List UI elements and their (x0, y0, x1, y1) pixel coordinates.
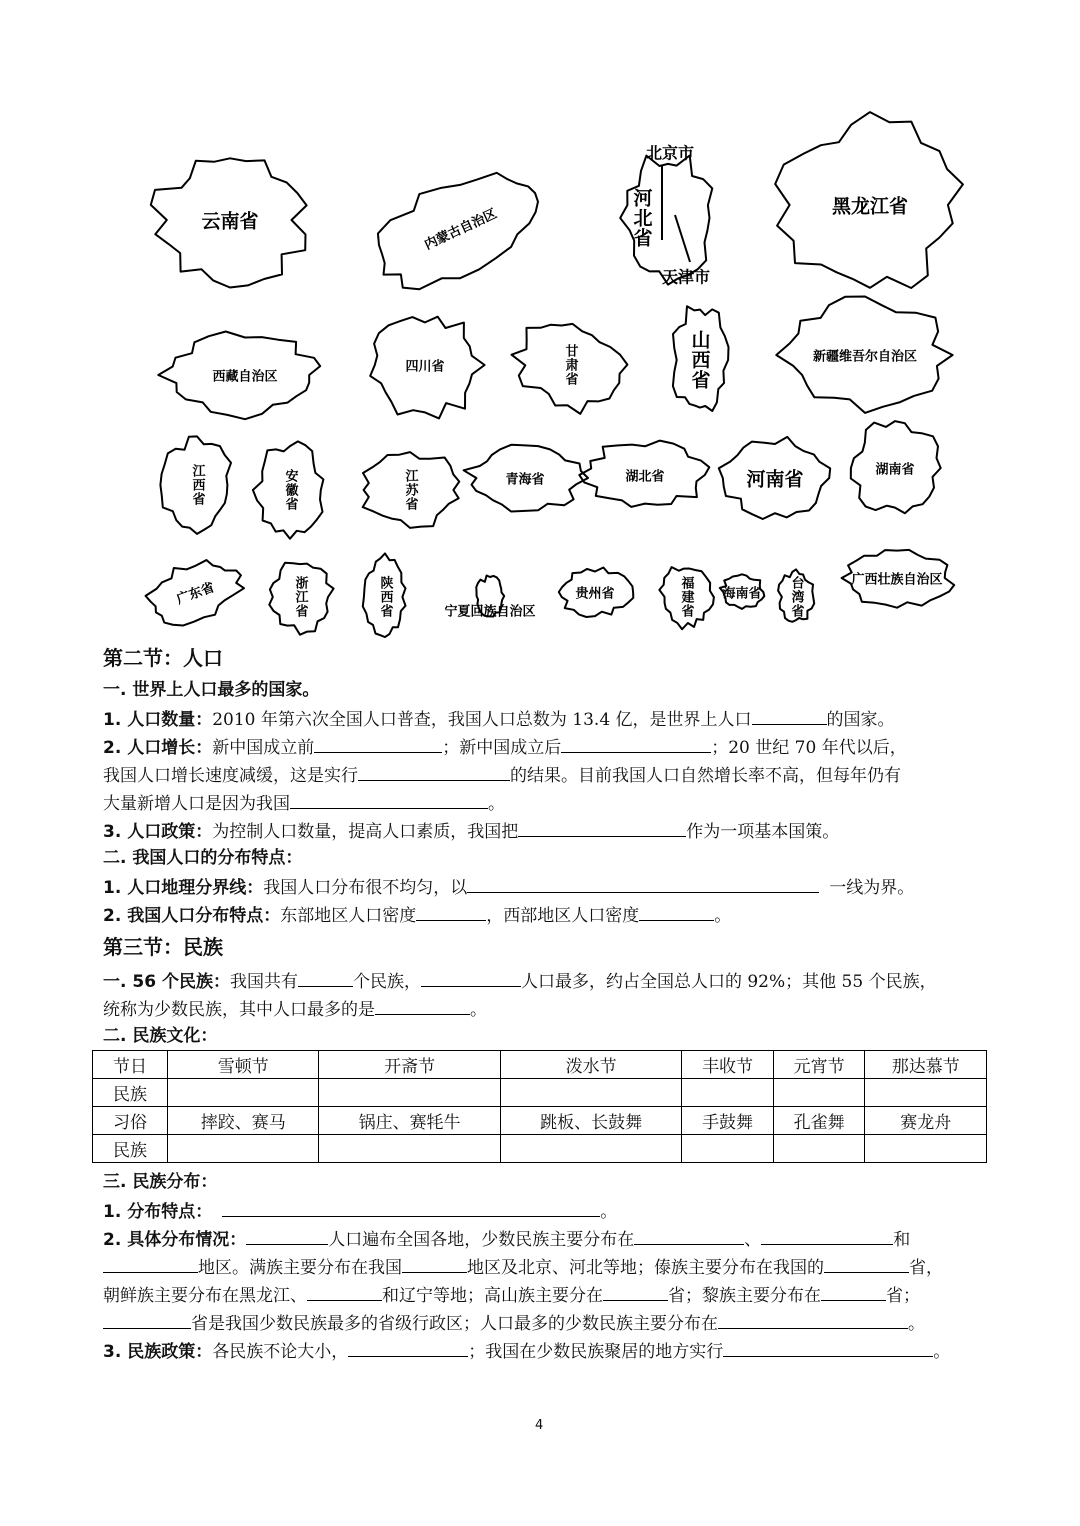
text: 2010 年第六次全国人口普查，我国人口总数为 13.4 亿，是世界上人口 (212, 710, 752, 730)
province-label: 黑龙江省 (831, 195, 909, 218)
text: ；我国在少数民族聚居的地方实行 (468, 1342, 724, 1362)
blank[interactable] (416, 902, 486, 921)
ethnic-culture-table (92, 1050, 987, 1163)
text: 省是我国少数民族最多的省级行政区；人口最多的少数民族主要分布在 (191, 1314, 718, 1334)
text: 大量新增人口是因为我国 (103, 794, 290, 814)
province-label: 福建省 (678, 576, 694, 618)
province-label: 青海省 (505, 472, 545, 488)
question-line (103, 1198, 617, 1224)
question-line (103, 1254, 943, 1280)
section-title: 第二节：人口 (103, 646, 223, 670)
province-label: 新疆维吾尔自治区 (812, 349, 918, 365)
text: ；新中国成立后 (442, 738, 562, 758)
pointer-arrow (675, 215, 690, 262)
province-label: 台湾省 (788, 576, 804, 618)
text: 。 (908, 1314, 925, 1334)
text: 新中国成立前 (212, 738, 315, 758)
province-label: 西藏自治区 (212, 369, 278, 385)
blank[interactable] (298, 968, 353, 987)
text: 人口最多，约占全国总人口的 92%；其他 55 个民族， (520, 972, 937, 992)
table-row (93, 1107, 987, 1135)
blank[interactable] (761, 1226, 893, 1245)
table-cell: 跳板、长鼓舞 (500, 1107, 681, 1135)
province-label: 江西省 (189, 464, 205, 506)
blank[interactable] (103, 1254, 198, 1273)
blank[interactable] (467, 874, 819, 893)
blank[interactable] (561, 734, 711, 753)
text: 地区及北京、河北等地；傣族主要分布在我国的 (467, 1258, 824, 1278)
table-cell[interactable] (319, 1079, 500, 1107)
text: ，西部地区人口密度 (486, 906, 640, 926)
table-cell[interactable] (773, 1135, 865, 1163)
province-label: 内蒙古自治区 (422, 206, 500, 254)
province-label: 云南省 (201, 210, 259, 233)
province-label: 宁夏回族自治区 (444, 604, 536, 620)
table-cell[interactable] (168, 1079, 319, 1107)
blank[interactable] (348, 1338, 468, 1357)
page-number: 4 (535, 1418, 544, 1433)
text: 统称为少数民族，其中人口最多的是 (103, 1000, 375, 1020)
province-label: 广西壮族自治区 (851, 572, 943, 588)
table-cell: 雪顿节 (168, 1051, 319, 1079)
text: 。 (488, 794, 505, 814)
city-label: 天津市 (661, 267, 711, 287)
question-line (103, 762, 901, 788)
blank[interactable] (290, 790, 488, 809)
question-line (103, 706, 895, 732)
text: 个民族， (352, 972, 421, 992)
text: 和辽宁等地；高山族主要分在 (382, 1286, 603, 1306)
text: 我国人口增长速度减缓，这是实行 (103, 766, 358, 786)
subheading: 二. 民族文化： (103, 1026, 218, 1046)
question-line (103, 790, 505, 816)
province-label: 海南省 (722, 586, 762, 602)
label: 1. 人口地理分界线： (103, 878, 264, 898)
province-label: 山西省 (688, 330, 711, 390)
province-label: 湖北省 (625, 469, 665, 485)
province-label: 河北省 (630, 188, 653, 248)
blank[interactable] (603, 1282, 668, 1301)
question-line (103, 1282, 920, 1308)
table-cell[interactable] (168, 1135, 319, 1163)
text: 作为一项基本国策。 (686, 822, 840, 842)
text: 人口遍布全国各地，少数民族主要分布在 (328, 1230, 635, 1250)
text: 的结果。目前我国人口自然增长率不高，但每年仍有 (510, 766, 901, 786)
question-line (103, 996, 487, 1022)
question-line (103, 1226, 910, 1252)
text: 东部地区人口密度 (280, 906, 417, 926)
text: 的国家。 (826, 710, 895, 730)
blank[interactable] (639, 902, 714, 921)
province-label: 安徽省 (282, 469, 298, 511)
blank[interactable] (824, 1254, 909, 1273)
row-header-cell: 民族 (93, 1079, 168, 1107)
question-line (103, 902, 731, 928)
blank[interactable] (307, 1282, 382, 1301)
text: 我国人口分布很不均匀，以 (263, 878, 468, 898)
province-label: 贵州省 (575, 586, 615, 602)
question-line (103, 874, 914, 900)
row-header-cell: 习俗 (93, 1107, 168, 1135)
table-row (93, 1135, 987, 1163)
row-header-cell: 民族 (93, 1135, 168, 1163)
text: 。 (714, 906, 732, 926)
blank[interactable] (375, 996, 470, 1015)
province-label: 陕西省 (377, 576, 393, 618)
province-outline-maps (0, 0, 1080, 640)
blank[interactable] (634, 1226, 744, 1245)
label: 3. 人口政策： (103, 822, 213, 842)
table-row (93, 1079, 987, 1107)
label: 2. 具体分布情况： (103, 1230, 247, 1250)
table-cell: 丰收节 (682, 1051, 774, 1079)
question-line (103, 1338, 950, 1364)
text: 省；黎族主要分布在 (668, 1286, 821, 1306)
text: 和 (893, 1230, 911, 1250)
table-cell[interactable] (865, 1135, 987, 1163)
text: 朝鲜族主要分布在黑龙江、 (103, 1286, 307, 1306)
table-cell[interactable] (682, 1135, 774, 1163)
label: 2. 人口增长： (103, 738, 213, 758)
text: 。 (470, 1000, 487, 1020)
text: 省； (886, 1286, 920, 1306)
table-cell: 手鼓舞 (682, 1107, 774, 1135)
label: 2. 我国人口分布特点： (103, 906, 281, 926)
text: 为控制人口数量，提高人口素质，我国把 (212, 822, 519, 842)
table-cell: 那达慕节 (865, 1051, 987, 1079)
label: 一. 56 个民族： (103, 972, 230, 992)
table-cell[interactable] (500, 1135, 681, 1163)
table-cell[interactable] (319, 1135, 500, 1163)
blank[interactable] (821, 1282, 886, 1301)
province-label: 四川省 (405, 359, 445, 375)
blank[interactable] (723, 1338, 933, 1357)
table-cell: 元宵节 (773, 1051, 865, 1079)
question-line (103, 734, 907, 760)
blank[interactable] (421, 968, 521, 987)
table-cell[interactable] (682, 1079, 774, 1107)
text: 省， (909, 1258, 943, 1278)
subheading: 三. 民族分布： (103, 1172, 218, 1192)
row-header-cell: 节日 (93, 1051, 168, 1079)
blank[interactable] (718, 1310, 908, 1329)
table-cell: 孔雀舞 (773, 1107, 865, 1135)
text: 各民族不论大小， (212, 1342, 349, 1362)
blank[interactable] (103, 1310, 191, 1329)
blank[interactable] (518, 818, 686, 837)
text: 地区。满族主要分布在我国 (198, 1258, 402, 1278)
province-outlines (0, 0, 1080, 640)
text: ；20 世纪 70 年代以后， (711, 738, 907, 758)
blank[interactable] (402, 1254, 467, 1273)
table-cell: 赛龙舟 (865, 1107, 987, 1135)
question-line (103, 1310, 925, 1336)
subheading: 一. 世界上人口最多的国家。 (103, 680, 320, 700)
subheading: 二. 我国人口的分布特点： (103, 848, 303, 868)
text: 、 (744, 1230, 762, 1250)
table-cell[interactable] (773, 1079, 865, 1107)
label: 3. 民族政策： (103, 1342, 213, 1362)
province-label: 江苏省 (402, 469, 418, 511)
blank[interactable] (358, 762, 510, 781)
table-cell: 锅庄、赛牦牛 (319, 1107, 500, 1135)
table-cell: 摔跤、赛马 (168, 1107, 319, 1135)
table-row (93, 1051, 987, 1079)
label: 1. 分布特点： (103, 1202, 213, 1222)
province-label: 浙江省 (292, 576, 308, 618)
text: 。 (933, 1342, 951, 1362)
section-title: 第三节：民族 (103, 935, 223, 959)
table-cell: 开斋节 (319, 1051, 500, 1079)
label: 1. 人口数量： (103, 710, 213, 730)
table-cell[interactable] (500, 1079, 681, 1107)
question-line (103, 968, 937, 994)
text: 。 (600, 1202, 618, 1222)
table-cell[interactable] (865, 1079, 987, 1107)
province-label: 湖南省 (875, 462, 915, 478)
table-cell: 泼水节 (500, 1051, 681, 1079)
text: 一线为界。 (829, 878, 915, 898)
province-label: 广东省 (174, 580, 217, 608)
text: 我国共有 (229, 972, 298, 992)
blank[interactable] (752, 706, 827, 725)
blank[interactable] (222, 1198, 600, 1217)
city-label: 北京市 (645, 143, 695, 163)
province-label: 甘肃省 (562, 344, 578, 386)
blank[interactable] (314, 734, 442, 753)
province-label: 河南省 (746, 468, 804, 491)
question-line (103, 818, 839, 844)
blank[interactable] (246, 1226, 328, 1245)
